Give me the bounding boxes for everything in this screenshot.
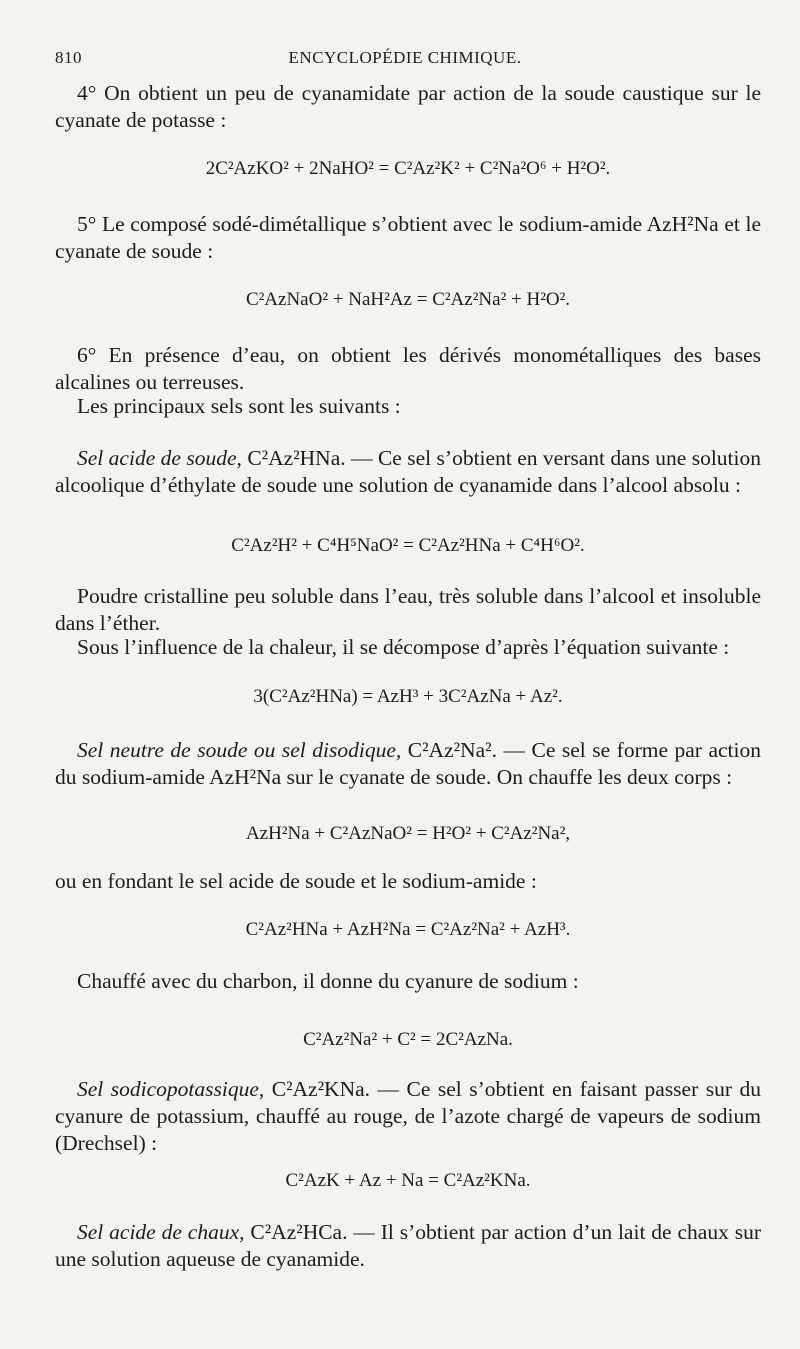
section-title-sel-acide-chaux: Sel acide de chaux, bbox=[77, 1220, 245, 1244]
paragraph-6: 6° En présence d’eau, on obtient les dérivés monométalliques des bases alcalines ou terreuses. bbox=[55, 343, 761, 394]
equation-8: C²AzK + Az + Na = C²Az²KNa. bbox=[285, 1170, 531, 1191]
page-number: 810 bbox=[55, 48, 82, 67]
paragraph-poudre: Poudre cristalline peu soluble dans l’eau, très soluble dans l’alcool et insoluble dans l’éther. bbox=[55, 584, 761, 635]
equation-6: C²Az²HNa + AzH²Na = C²Az²Na² + AzH³. bbox=[245, 919, 571, 940]
paragraph-principaux: Les principaux sels sont les suivants : bbox=[77, 394, 401, 418]
running-title: ENCYCLOPÉDIE CHIMIQUE. bbox=[288, 48, 522, 67]
paragraph-sel-sodicopotassique bbox=[55, 1076, 761, 1157]
equation-1: 2C²AzKO² + 2NaHO² = C²Az²K² + C²Na²O⁶ + H²O². bbox=[205, 158, 611, 179]
section-title-sel-neutre: Sel neutre de soude ou sel disodique, bbox=[77, 738, 402, 762]
equation-7: C²Az²Na² + C² = 2C²AzNa. bbox=[303, 1029, 513, 1050]
running-header bbox=[55, 48, 755, 74]
equation-4: 3(C²Az²HNa) = AzH³ + 3C²AzNa + Az². bbox=[253, 686, 563, 707]
paragraph-sel-neutre bbox=[55, 737, 761, 791]
equation-2: C²AzNaO² + NaH²Az = C²Az²Na² + H²O². bbox=[245, 289, 571, 310]
paragraph-fondant: ou en fondant le sel acide de soude et le sodium-amide : bbox=[55, 869, 537, 893]
paragraph-4: 4° On obtient un peu de cyanamidate par action de la soude caustique sur le cyanate de potasse : bbox=[55, 81, 761, 132]
paragraph-chaleur: Sous l’influence de la chaleur, il se décompose d’après l’équation suivante : bbox=[77, 635, 730, 659]
equation-5: AzH²Na + C²AzNaO² = H²O² + C²Az²Na², bbox=[245, 823, 571, 844]
equation-3: C²Az²H² + C⁴H⁵NaO² = C²Az²HNa + C⁴H⁶O². bbox=[231, 535, 585, 556]
paragraph-sel-acide-soude bbox=[55, 445, 761, 499]
text-sel-acide-chaux: C²Az²HCa. — Il s’obtient par action d’un lait de chaux sur une solution aqueuse de cyanamide. bbox=[55, 1220, 761, 1271]
text-sel-acide-soude: C²Az²HNa. — Ce sel s’obtient en versant dans une solution alcoolique d’éthylate de soude une solution de cyanamide dans l’alcool absolu : bbox=[55, 446, 762, 497]
paragraph-5: 5° Le composé sodé-dimétallique s’obtient avec le sodium-amide AzH²Na et le cyanate de soude : bbox=[55, 212, 761, 263]
text-sel-sodicopotassique: C²Az²KNa. — Ce sel s’obtient en faisant passer sur du cyanure de potassium, chauffé au rouge, de l’azote chargé de vapeurs de sodium (Drechsel) : bbox=[55, 1077, 762, 1155]
section-title-sel-sodicopotassique: Sel sodicopotassique, bbox=[77, 1077, 265, 1101]
text-sel-neutre: C²Az²Na². — Ce sel se forme par action du sodium-amide AzH²Na sur le cyanate de soude. On chauffe les deux corps : bbox=[55, 738, 762, 789]
paragraph-sel-acide-chaux bbox=[55, 1219, 761, 1273]
section-title-sel-acide-soude: Sel acide de soude, bbox=[77, 446, 242, 470]
paragraph-charbon: Chauffé avec du charbon, il donne du cyanure de sodium : bbox=[77, 969, 579, 993]
